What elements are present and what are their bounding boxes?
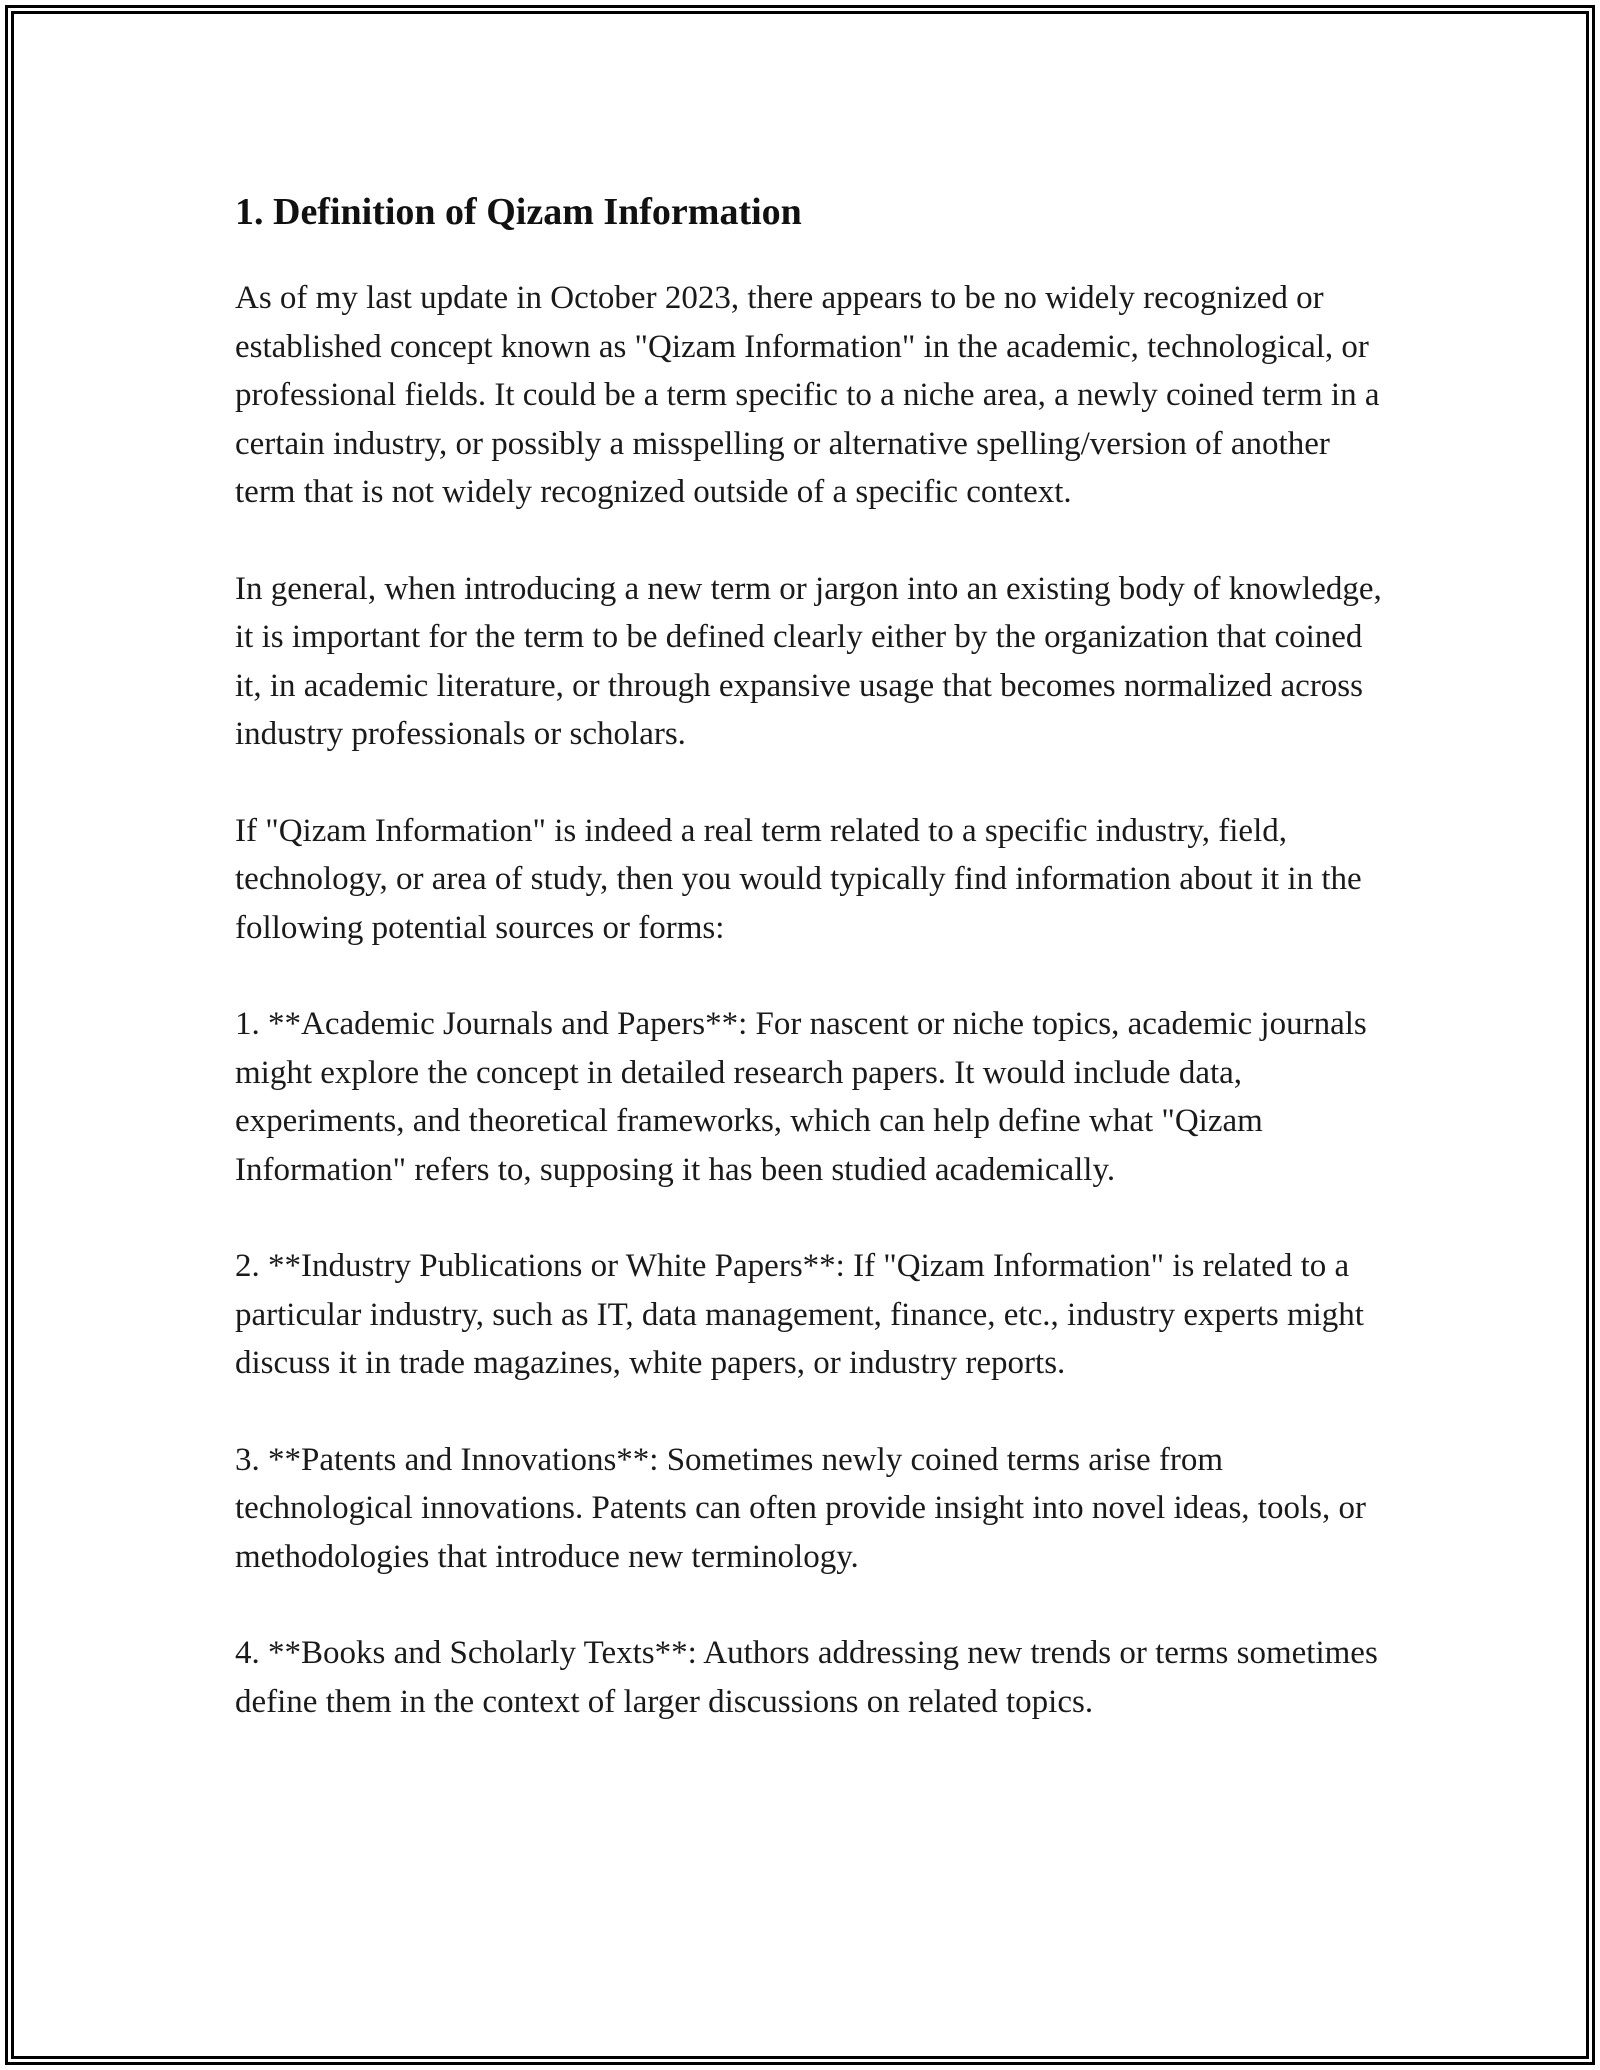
paragraph-intro: As of my last update in October 2023, there appears to be no widely recognized or established concept known as "Qizam Information" in the academic, technological, or professional fields. It could be a term specific to a niche area, a newly coined term in a certain industry, or possibly a misspelling or alternative spelling/version of another term that is not widely recognized outside of a specific context. xyxy=(235,280,1380,510)
list-item-academic-journals: 1. **Academic Journals and Papers**: For nascent or niche topics, academic journals might explore the concept in detailed research papers. It would include data, experiments, and theoretical frameworks, which can help define what "Qizam Information" refers to, supposing it has been studied academically. xyxy=(235,1006,1367,1188)
list-item-industry-publications: 2. **Industry Publications or White Papers**: If "Qizam Information" is related to a particular industry, such as IT, data management, finance, etc., industry experts might discuss it in trade magazines, white papers, or industry reports. xyxy=(235,1248,1364,1381)
section-heading: 1. Definition of Qizam Information xyxy=(235,191,802,233)
list-item-patents: 3. **Patents and Innovations**: Sometimes newly coined terms arise from technological innovations. Patents can often provide insight into novel ideas, tools, or methodologies that introduce new terminology. xyxy=(235,1441,1366,1575)
list-item-books: 4. **Books and Scholarly Texts**: Authors addressing new trends or terms sometimes define them in the context of larger discussions on related topics. xyxy=(235,1635,1378,1720)
paragraph-sources-intro: If "Qizam Information" is indeed a real term related to a specific industry, field, technology, or area of study, then you would typically find information about it in the following potential sources or forms: xyxy=(235,812,1362,946)
document-body xyxy=(235,186,1385,1774)
paragraph-general: In general, when introducing a new term or jargon into an existing body of knowledge, it is important for the term to be defined clearly either by the organization that coined it, in academic literature, or through expansive usage that becomes normalized across industry professionals or scholars. xyxy=(235,570,1382,752)
